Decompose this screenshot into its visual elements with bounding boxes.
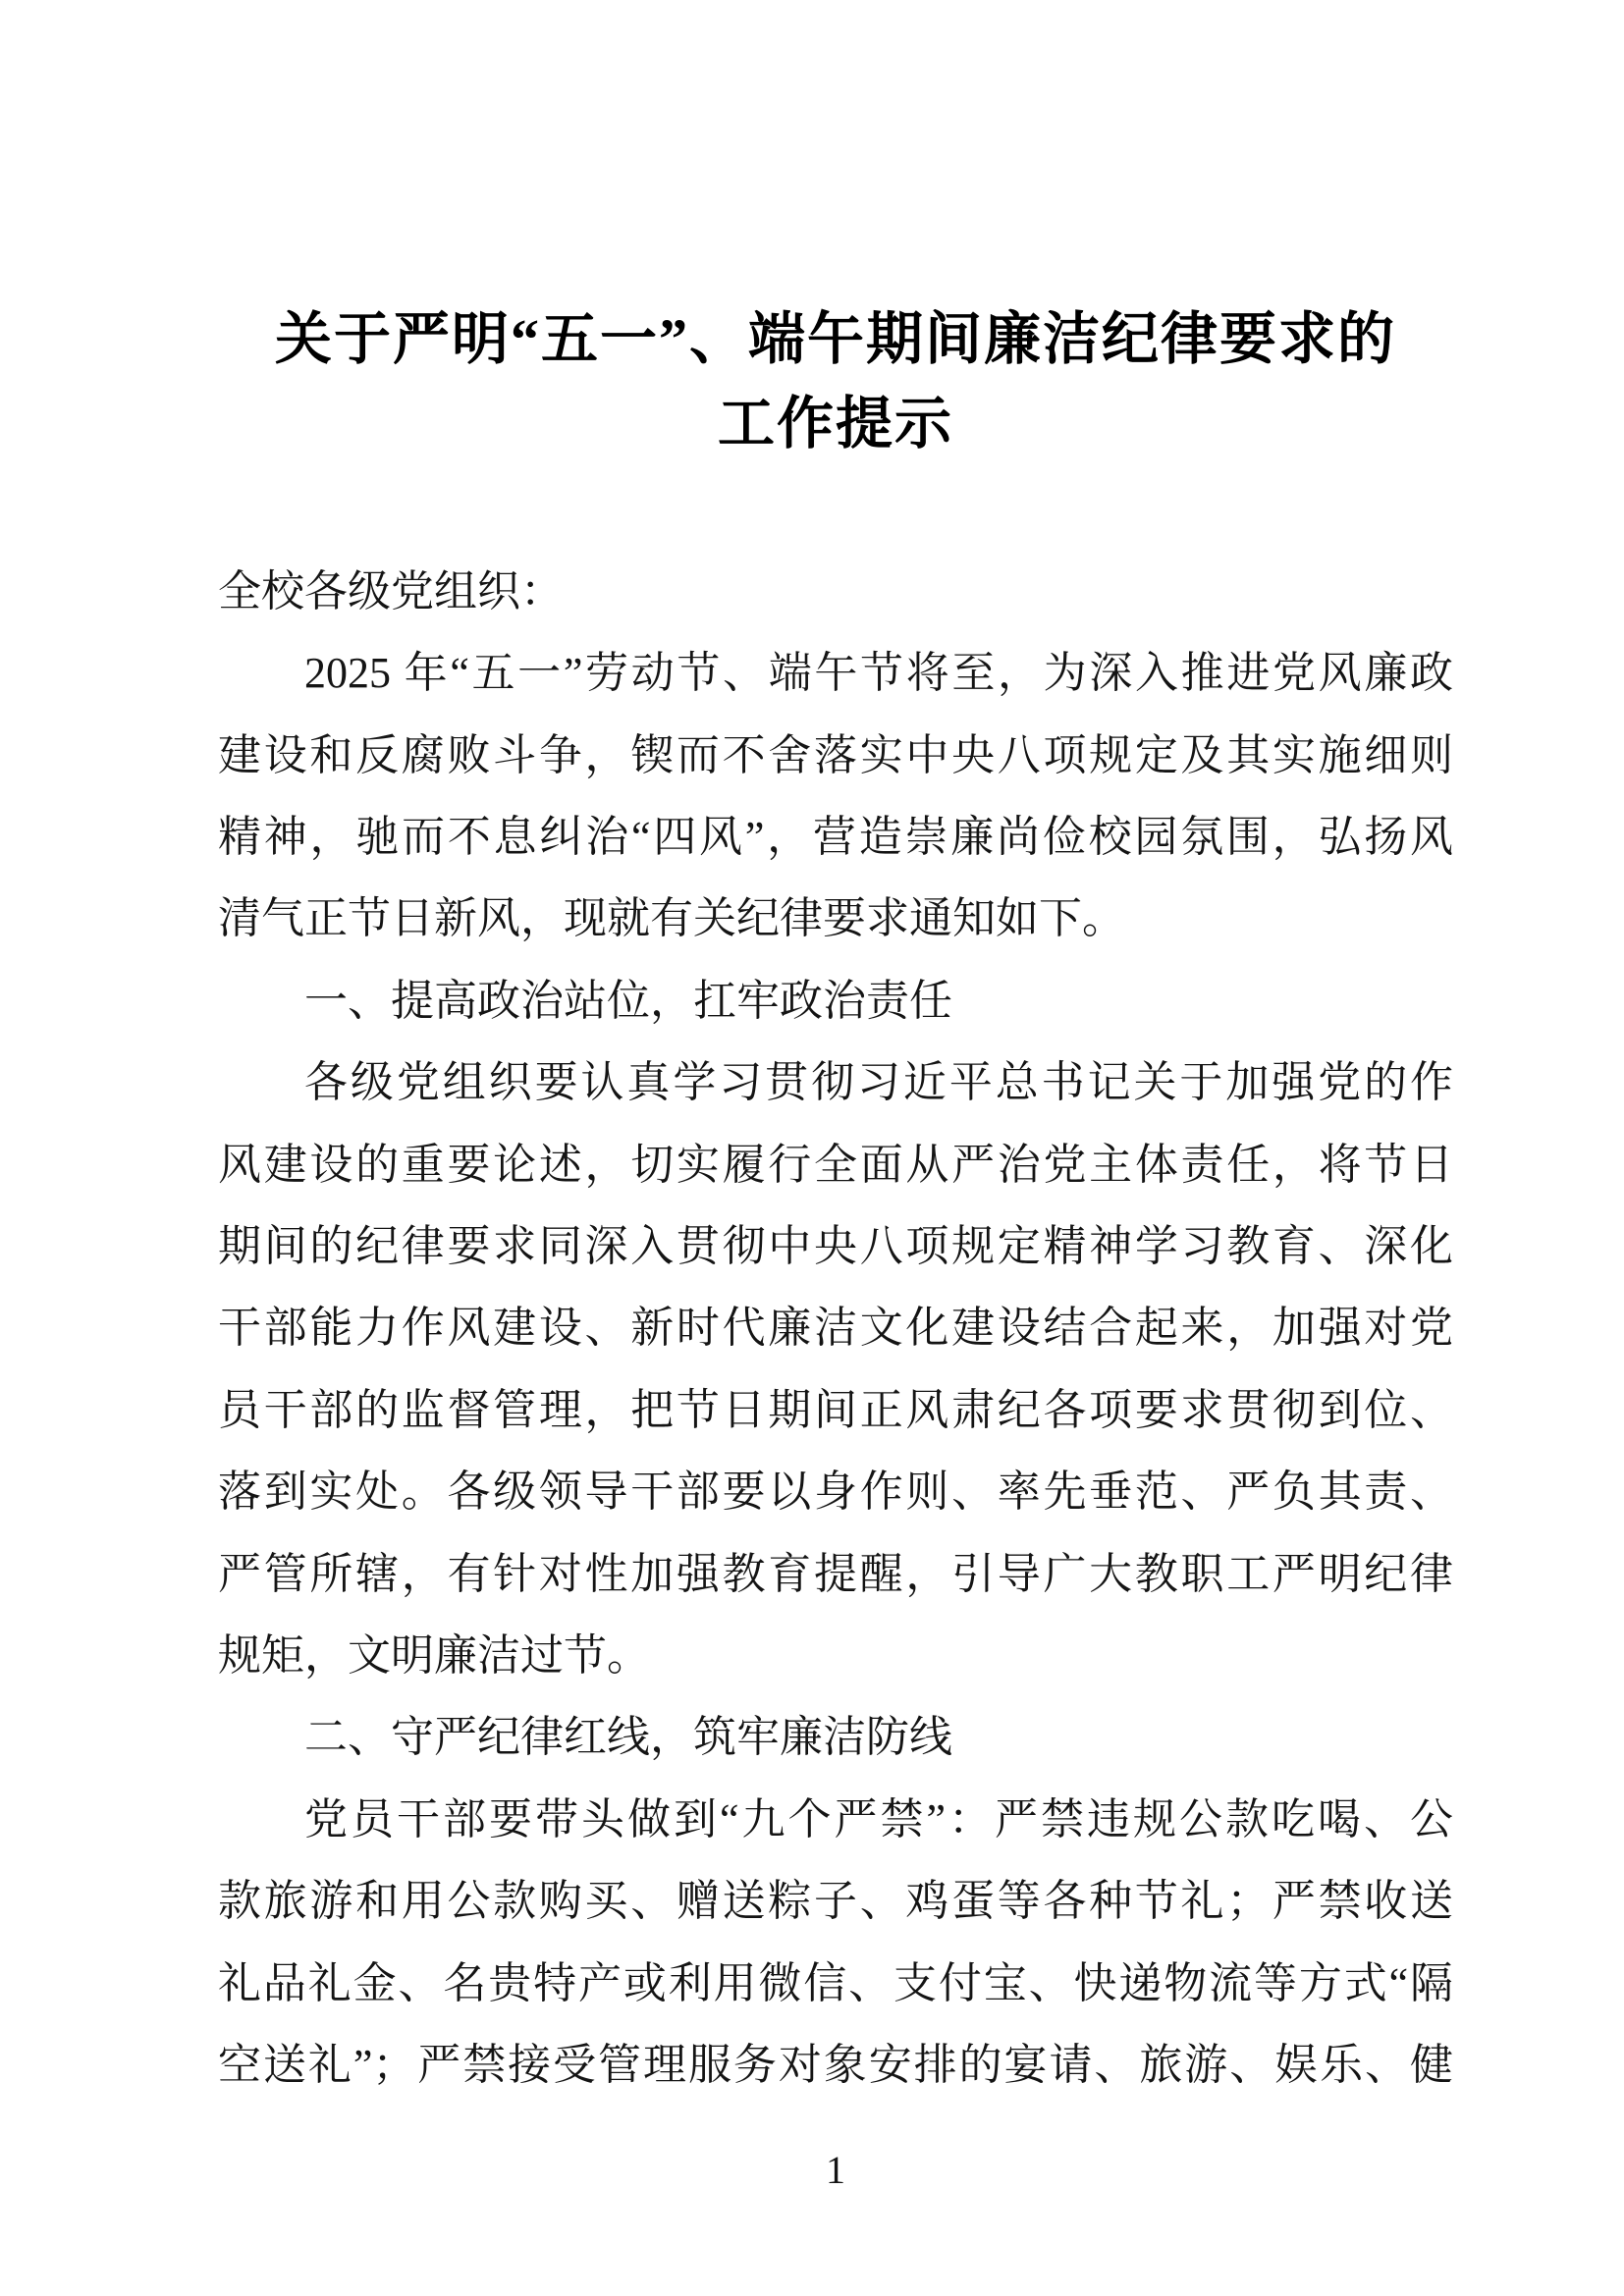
document-lines [218,632,1453,2106]
body-line: 严管所辖，有针对性加强教育提醒，引导广大教职工严明纪律 [218,1549,1453,1598]
document-title-line1: 关于严明“五一”、端午期间廉洁纪律要求的 [274,306,1396,371]
section-heading: 二、守严纪律红线，筑牢廉洁防线 [304,1713,952,1762]
body-line: 干部能力作风建设、新时代廉洁文化建设结合起来，加强对党 [218,1304,1453,1353]
body-line: 礼品礼金、名贵特产或利用微信、支付宝、快递物流等方式“隔 [218,1958,1453,2007]
body-line: 精神，驰而不息纠治“四风”，营造崇廉尚俭校园氛围，弘扬风 [218,813,1453,862]
page-number: 1 [826,2148,845,2193]
salutation-line: 全校各级党组织： [218,566,564,615]
body-line: 建设和反腐败斗争，锲而不舍落实中央八项规定及其实施细则 [218,730,1453,779]
body-line: 各级党组织要认真学习贯彻习近平总书记关于加强党的作 [304,1058,1453,1107]
document-body [218,551,1453,2106]
body-line: 款旅游和用公款购买、赠送粽子、鸡蛋等各种节礼；严禁收送 [218,1877,1453,1926]
section-heading: 一、提高政治站位，扛牢政治责任 [304,976,952,1025]
body-line: 期间的纪律要求同深入贯彻中央八项规定精神学习教育、深化 [218,1221,1453,1270]
body-line: 清气正节日新风，现就有关纪律要求通知如下。 [218,894,1125,943]
body-line: 党员干部要带头做到“九个严禁”：严禁违规公款吃喝、公 [304,1794,1453,1843]
body-line: 2025 年“五一”劳动节、端午节将至，为深入推进党风廉政 [304,649,1453,698]
body-line: 空送礼”；严禁接受管理服务对象安排的宴请、旅游、娱乐、健 [218,2040,1453,2089]
body-line: 员干部的监督管理，把节日期间正风肃纪各项要求贯彻到位、 [218,1385,1453,1434]
document-title-line2: 工作提示 [717,391,953,455]
body-line: 落到实处。各级领导干部要以身作则、率先垂范、严负其责、 [218,1468,1453,1517]
body-line: 规矩，文明廉洁过节。 [218,1630,650,1680]
document-title [218,297,1453,466]
body-line: 风建设的重要论述，切实履行全面从严治党主体责任，将节日 [218,1140,1453,1189]
